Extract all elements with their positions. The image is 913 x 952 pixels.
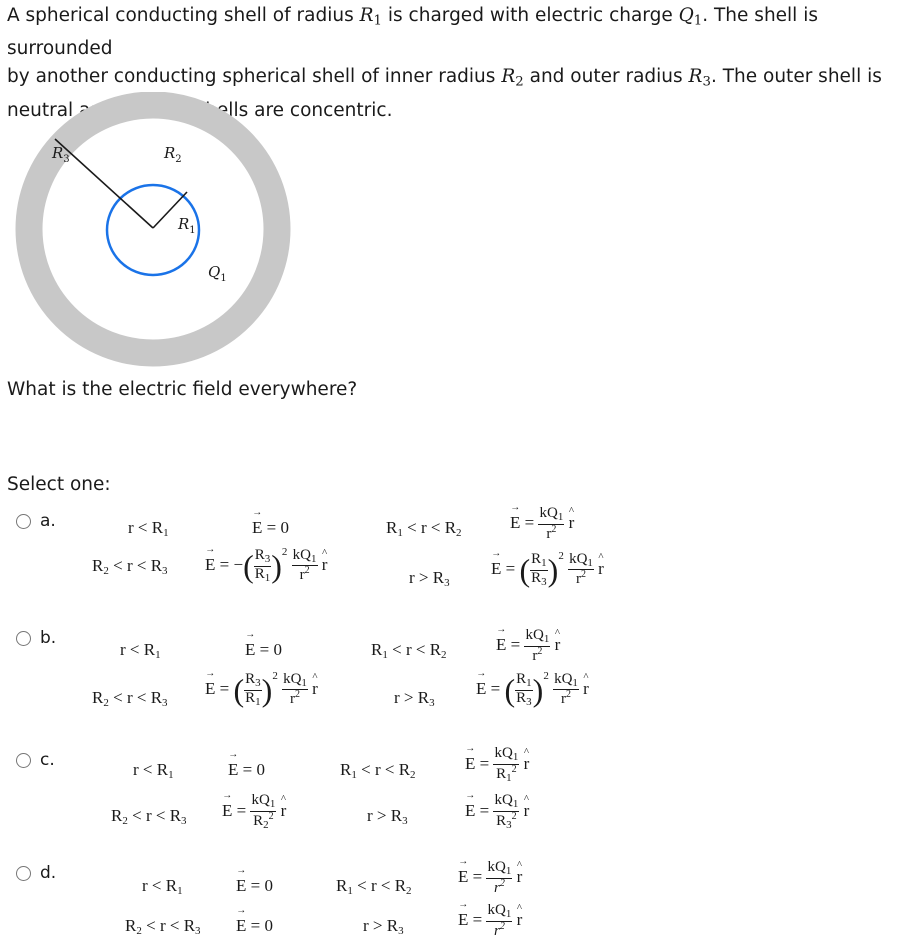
select-one-label: Select one: [7,474,111,495]
a-field-1: → E = 0 [252,518,289,538]
radio-option-d[interactable] [16,866,31,881]
a-region-3: R2 < r < R3 [92,556,168,577]
question-prompt: What is the electric field everywhere? [7,379,358,400]
radio-option-c[interactable] [16,753,31,768]
d-region-2: R1 < r < R2 [336,876,412,897]
option-d[interactable] [16,863,56,883]
b-field-3: → E = ( $\frac{R_3}{R_1}$ )$^2$ $\frac{kQ_1}{r^2}$ ^ r [205,670,318,708]
option-c-letter: c. [40,750,55,770]
b-region-1: r < R1 [120,640,161,661]
math-R1: $R_1$ [359,5,383,29]
option-a-letter: a. [40,511,56,531]
outer-shell [29,105,277,353]
a-region-1: r < R1 [128,518,169,539]
b-region-2: R1 < r < R2 [371,640,447,661]
question-text: A spherical conducting shell of radius $R_1$ is charged with electric charge $Q_1$. The shell is surrounded by another conducting spherical shell of inner radius $R_2$ and outer radius $R_3$. The outer shell is neutral and the two shells are concentric. [7,5,882,121]
a-region-2: R1 < r < R2 [386,518,462,539]
b-region-4: r > R3 [394,688,435,709]
radio-option-b[interactable] [16,631,31,646]
a-field-2: → E = $\frac{kQ_1}{r^2}$ ^ r [510,506,574,542]
radius-R3-line [55,139,153,228]
d-field-3: → E = 0 [236,916,273,936]
option-d-letter: d. [40,863,57,883]
math-R2: $R_2$ [501,66,524,90]
option-a[interactable] [16,511,56,531]
option-c[interactable] [16,750,55,770]
c-region-1: r < R1 [133,760,174,781]
b-region-3: R2 < r < R3 [92,688,168,709]
radio-option-a[interactable] [16,514,31,529]
math-Q1: $Q_1$ [678,5,703,29]
d-field-4: → E = $\frac{kQ_1}{r^2}$ ^ r [458,903,522,939]
c-region-4: r > R3 [367,806,408,827]
d-region-1: r < R1 [142,876,183,897]
c-field-2: → E = $\frac{kQ_1}{R_1^2}$ ^ r [465,746,529,784]
c-field-4: → E = $\frac{kQ_1}{R_3^2}$ ^ r [465,793,529,831]
b-field-1: → E = 0 [245,640,282,660]
d-field-2: → E = $\frac{kQ_1}{r^2}$ ^ r [458,860,522,896]
d-region-3: R2 < r < R3 [125,916,201,937]
d-field-1: → E = 0 [236,876,273,896]
b-field-4: → E = ( $\frac{R_1}{R_3}$ )$^2$ $\frac{kQ_1}{r^2}$ ^ r [476,670,589,708]
label-R2: $R_2$ [164,144,182,165]
c-region-3: R2 < r < R3 [111,806,187,827]
c-field-3: → E = $\frac{kQ_1}{R_2^2}$ ^ r [222,793,286,831]
math-R3: $R_3$ [688,66,711,90]
c-region-2: R1 < r < R2 [340,760,416,781]
option-b[interactable] [16,628,56,648]
label-Q1: $Q_1$ [208,263,227,284]
label-R1: $R_1$ [178,215,196,236]
d-region-4: r > R3 [363,916,404,937]
option-b-letter: b. [40,628,57,648]
c-field-1: → E = 0 [228,760,265,780]
a-field-3: → E = −( $\frac{R_3}{R_1}$ )$^2$ $\frac{kQ_1}{r^2}$ ^ r [205,546,327,584]
a-region-4: r > R3 [409,568,450,589]
a-field-4: → E = ( $\frac{R_1}{R_3}$ )$^2$ $\frac{kQ_1}{r^2}$ ^ r [491,550,604,588]
b-field-2: → E = $\frac{kQ_1}{r^2}$ ^ r [496,628,560,664]
concentric-shells-figure [12,92,298,368]
label-R3: $R_3$ [52,144,70,165]
